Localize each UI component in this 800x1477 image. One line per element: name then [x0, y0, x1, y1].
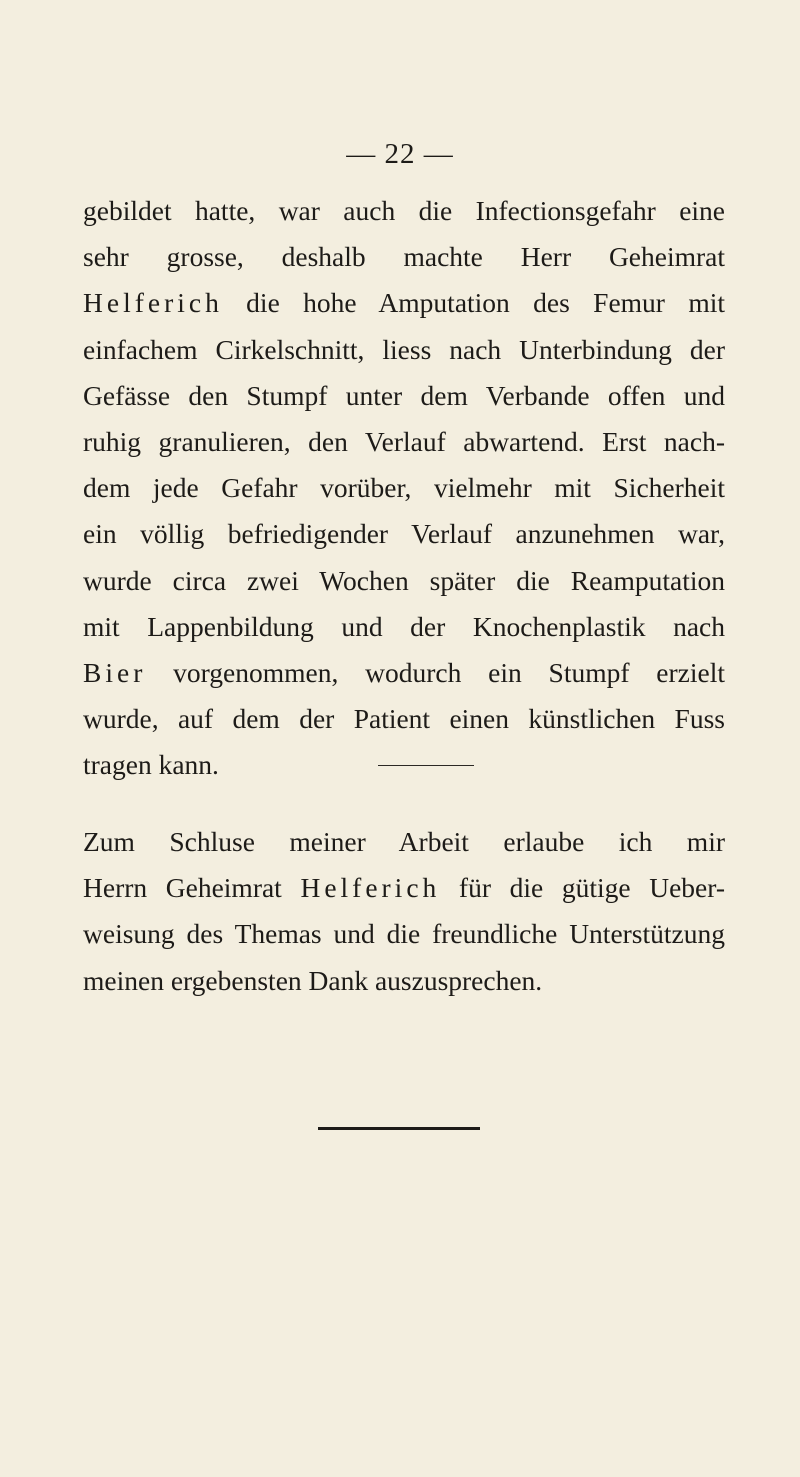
text-line: weisung des Themas und die freundliche Unterstützung — [83, 918, 725, 950]
paragraph-1 — [83, 188, 725, 789]
text-line: mit Lappenbildung und der Knochenplastik nach — [83, 610, 725, 642]
paragraph-2 — [83, 819, 725, 1004]
name-helferich: Helferich — [300, 872, 441, 904]
text-line: tragen kann. — [83, 749, 219, 781]
text-line: Helferich die hohe Amputation des Femur mit — [83, 287, 725, 319]
text-line: wurde circa zwei Wochen später die Reamputation — [83, 564, 725, 596]
text-line: meinen ergebensten Dank auszusprechen. — [83, 964, 543, 996]
text-line: Zum Schluse meiner Arbeit erlaube ich mir — [83, 826, 725, 857]
text-line: dem jede Gefahr vorüber, vielmehr mit Sicherheit — [83, 472, 725, 504]
text-line: ruhig granulieren, den Verlauf abwartend. Erst nach- — [83, 426, 725, 458]
page-number: — 22 — — [346, 138, 454, 170]
text-line: Herrn Geheimrat Helferich für die gütige Ueber- — [83, 872, 725, 904]
section-divider — [378, 765, 474, 766]
text-line: sehr grosse, deshalb machte Herr Geheimrat — [83, 241, 725, 273]
text-line: einfachem Cirkelschnitt, liess nach Unterbindung der — [83, 333, 725, 365]
text-line: gebildet hatte, war auch die Infectionsgefahr eine — [83, 195, 725, 226]
name-helferich: Helferich — [83, 287, 223, 319]
end-rule — [318, 1127, 480, 1130]
text-line: Bier vorgenommen, wodurch ein Stumpf erzielt — [83, 657, 725, 689]
text-line: ein völlig befriedigender Verlauf anzunehmen war, — [83, 518, 725, 550]
text-line: Gefässe den Stumpf unter dem Verbande offen und — [83, 379, 725, 411]
text-line: wurde, auf dem der Patient einen künstlichen Fuss — [83, 703, 725, 735]
name-bier: Bier — [83, 657, 147, 689]
